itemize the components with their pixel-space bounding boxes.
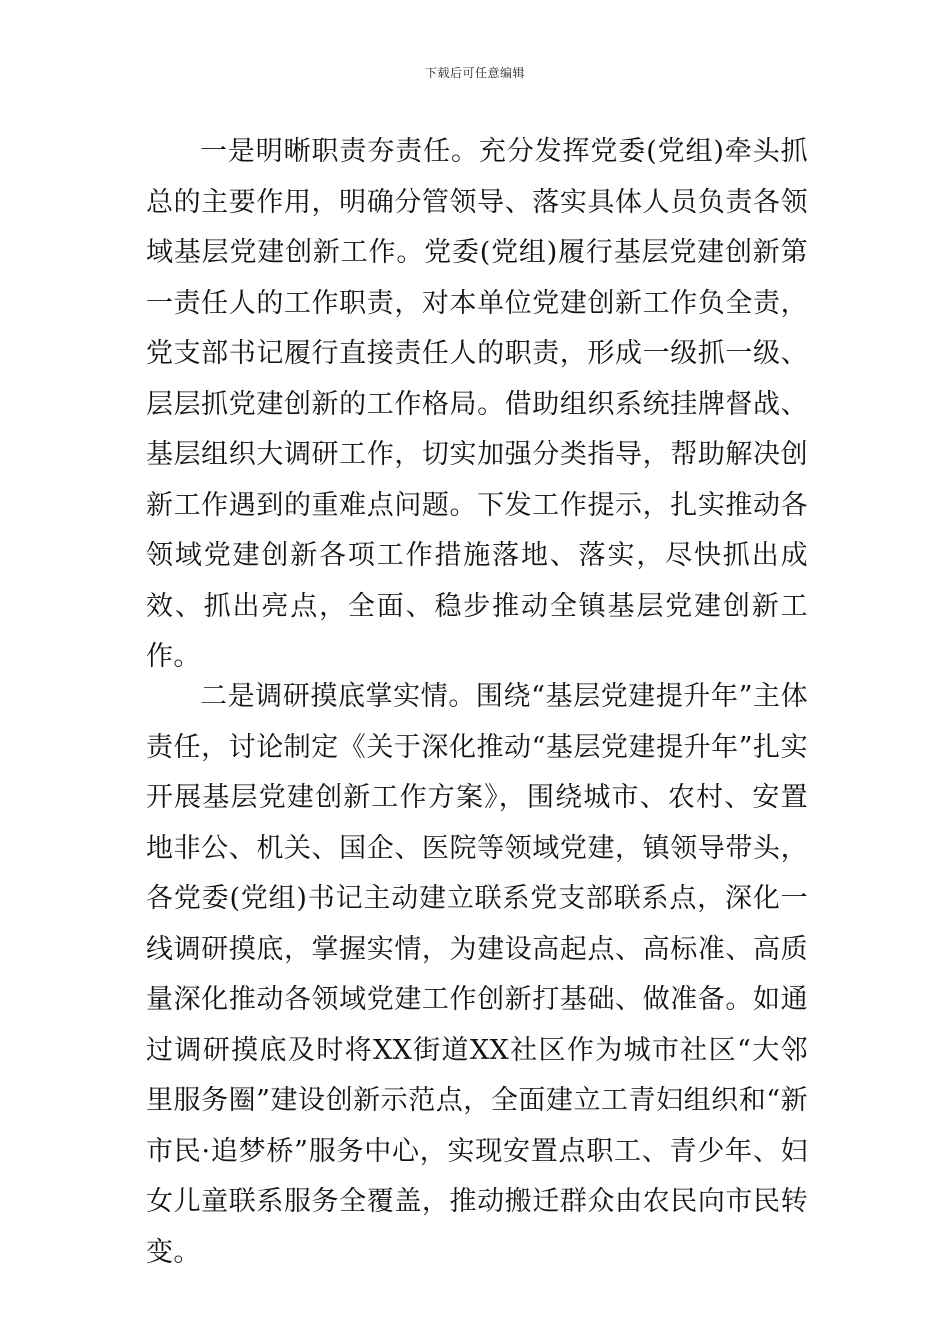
paragraph-responsibility: 一是明晰职责夯责任。充分发挥党委(党组)牵头抓总的主要作用，明确分管领导、落实具体人员负责各领域基层党建创新工作。党委(党组)履行基层党建创新第一责任人的工作职责，对本单位党建创新工作负全责，党支部书记履行直接责任人的职责，形成一级抓一级、层层抓党建创新的工作格局。借助组织系统挂牌督战、基层组织大调研工作，切实加强分类指导，帮助解决创新工作遇到的重难点问题。下发工作提示，扎实推动各领域党建创新各项工作措施落地、落实，尽快抓出成效、抓出亮点，全面、稳步推动全镇基层党建创新工作。 <box>146 136 808 672</box>
download-note-header: 下载后可任意编辑 <box>424 66 525 80</box>
paragraph-research: 二是调研摸底掌实情。围绕“基层党建提升年”主体责任，讨论制定《关于深化推动“基层党建提升年”扎实开展基层党建创新工作方案》，围绕城市、农村、安置地非公、机关、国企、医院等领域党建，镇领导带头，各党委(党组)书记主动建立联系党支部联系点，深化一线调研摸底，掌握实情，为建设高起点、高标准、高质量深化推动各领域党建工作创新打基础、做准备。如通过调研摸底及时将XX街道XX社区作为城市社区“大邻里服务圈”建设创新示范点，全面建立工青妇组织和“新市民·追梦桥”服务中心，实现安置点职工、青少年、妇女儿童联系服务全覆盖，推动搬迁群众由农民向市民转变。 <box>146 681 808 1268</box>
